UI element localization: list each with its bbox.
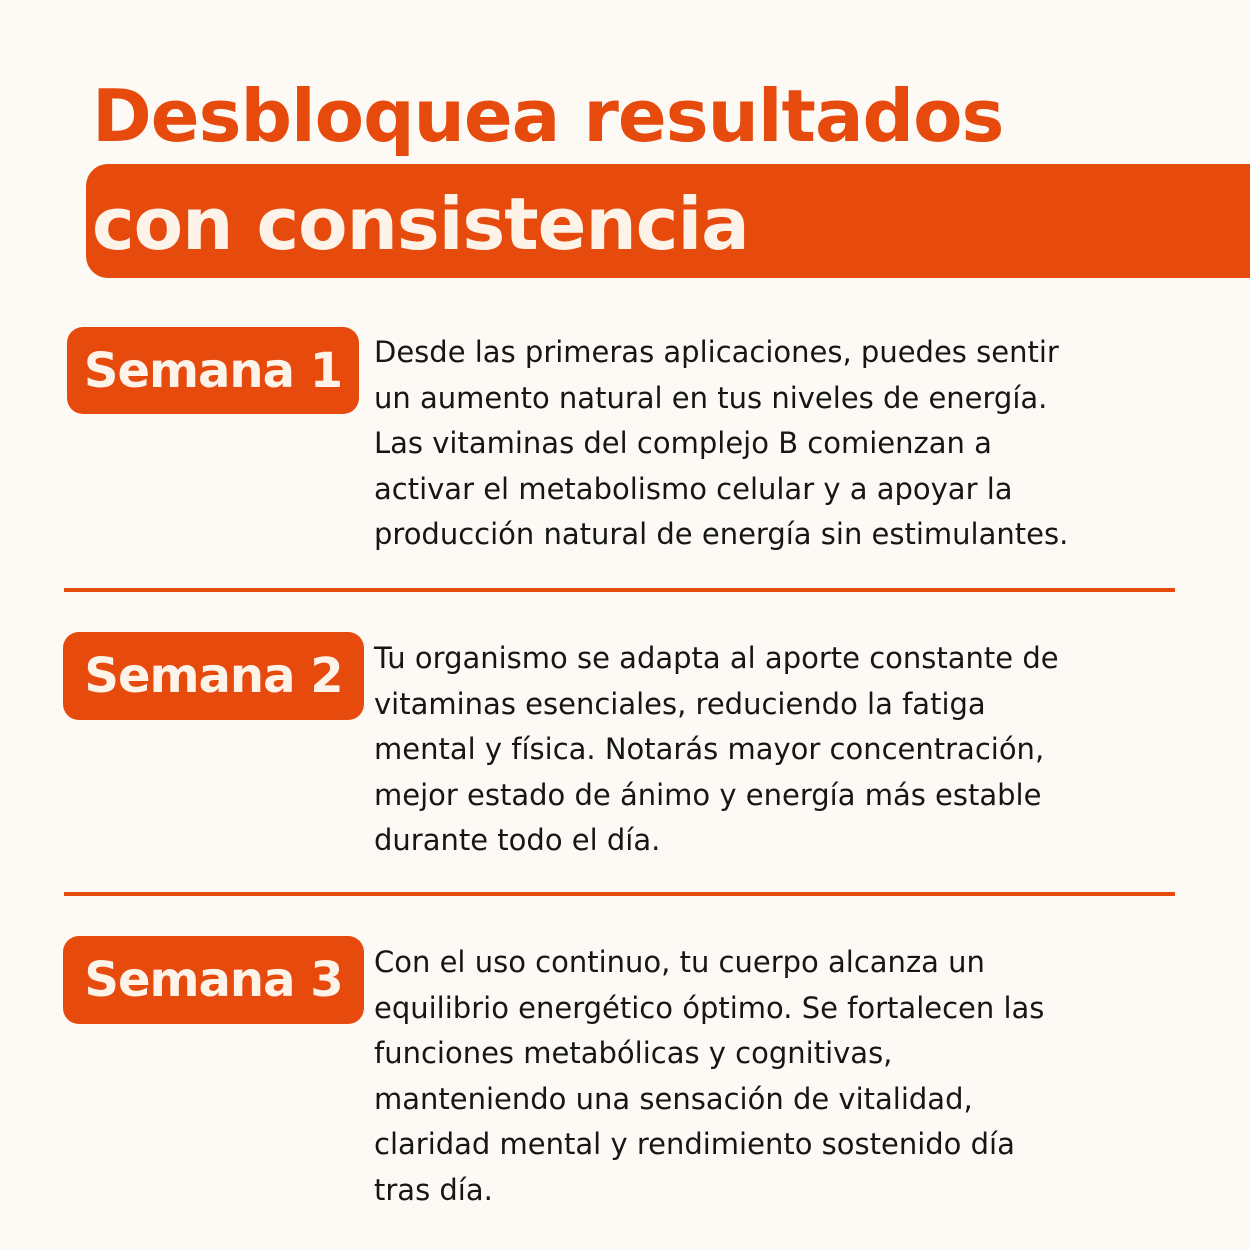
section-divider (64, 892, 1175, 896)
week-3-line: funciones metabólicas y cognitivas, (374, 1036, 893, 1070)
week-2-line: vitaminas esenciales, reduciendo la fatiga (374, 686, 986, 721)
week-3-description (374, 940, 1224, 1213)
week-3-line: manteniendo una sensación de vitalidad, (374, 1081, 973, 1116)
section-divider (64, 588, 1175, 592)
week-3-line: claridad mental y rendimiento sostenido día (374, 1127, 1015, 1161)
week-1-line: un aumento natural en tus niveles de energía. (374, 380, 1048, 415)
week-2-description (374, 636, 1224, 864)
week-1-line: activar el metabolismo celular y a apoyar la (374, 471, 1013, 506)
week-1-line: Desde las primeras aplicaciones, puedes sentir (374, 335, 1059, 369)
week-2-label: Semana 2 (84, 648, 343, 704)
week-2-badge (63, 632, 364, 720)
week-3-label: Semana 3 (84, 952, 343, 1008)
week-1-label: Semana 1 (83, 342, 343, 399)
week-1-line: producción natural de energía sin estimulantes. (374, 517, 1069, 551)
week-2-line: durante todo el día. (374, 823, 661, 857)
week-2-line: Tu organismo se adapta al aporte constante de (374, 641, 1059, 675)
week-2-line: mental y física. Notarás mayor concentración, (374, 732, 1045, 766)
title-line-2: con consistencia (92, 182, 749, 266)
week-3-line: Con el uso continuo, tu cuerpo alcanza un (374, 945, 985, 979)
week-1-line: Las vitaminas del complejo B comienzan a (374, 426, 992, 460)
week-3-badge (63, 936, 364, 1024)
week-2-line: mejor estado de ánimo y energía más estable (374, 777, 1042, 812)
week-3-line: equilibrio energético óptimo. Se fortalecen las (374, 990, 1045, 1025)
title-line-1: Desbloquea resultados (92, 74, 1004, 158)
week-1-badge (67, 327, 359, 414)
week-1-description (374, 330, 1224, 558)
week-3-line: tras día. (374, 1172, 493, 1207)
